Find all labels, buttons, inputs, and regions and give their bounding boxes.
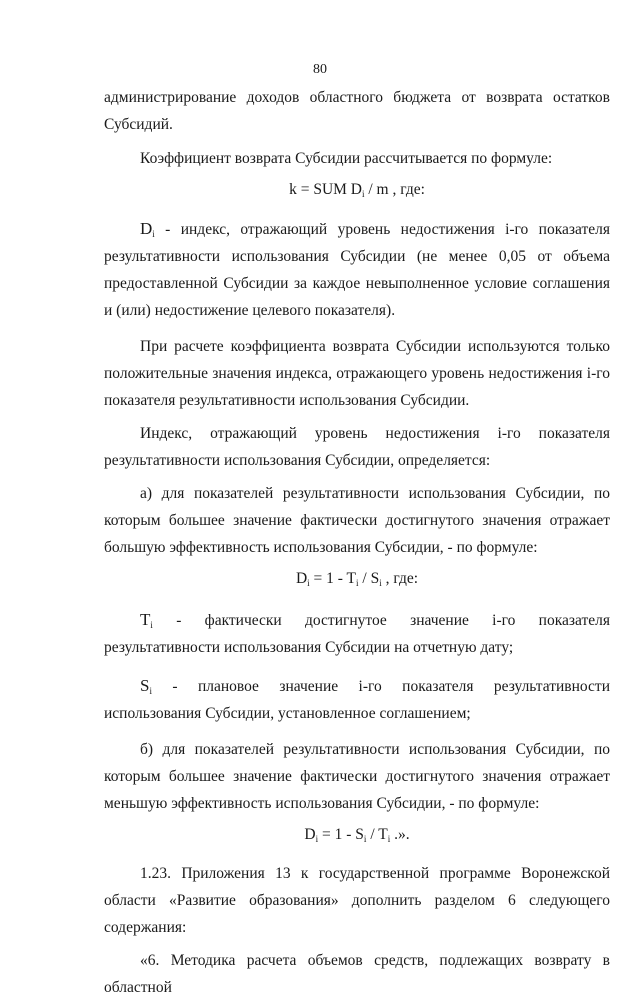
formula-part: / T	[366, 826, 388, 843]
paragraph-index-determined: Индекс, отражающий уровень недостижения i-го показателя результативности использования Субсидии, определяется:	[104, 425, 610, 469]
formula-subscript: i	[363, 834, 367, 844]
formula-subscript: i	[361, 189, 365, 199]
formula-part: , где:	[381, 570, 419, 587]
document-body	[104, 84, 610, 1001]
paragraph-amendment-1-23: 1.23. Приложения 13 к государственной программе Воронежской области «Развитие образования» дополнить разделом 6 следующего содержания:	[104, 865, 610, 936]
paragraph-ti-definition	[104, 606, 610, 661]
formula-case-a	[104, 565, 610, 592]
paragraph-case-a: а) для показателей результативности использования Субсидии, по которым большее значение фактически достигнутого значения отражает большую эффективность использования Субсидии, - по формуле:	[104, 485, 610, 556]
definition-text: - индекс, отражающий уровень недостижения i-го показателя результативности использования Субсидии (не менее 0,05 от объема предоставленной Субсидии за каждое невыполненное условие соглашения и (или) недостижение целевого показателя).	[104, 221, 610, 319]
formula-part: = 1 - S	[318, 826, 364, 843]
formula-subscript: i	[379, 578, 382, 588]
formula-subscript: i	[356, 578, 359, 588]
paragraph-positive-values: При расчете коэффициента возврата Субсидии используются только положительные значения индекса, отражающего уровень недостижения i-го показателя результативности использования Субсидии.	[104, 338, 610, 409]
symbol-t: T	[140, 610, 151, 629]
formula-part: / S	[358, 570, 380, 587]
paragraph-case-b: б) для показателей результативности использования Субсидии, по которым большее значение фактически достигнутого значения отражает меньшую эффективность использования Субсидии, - по формуле:	[104, 741, 610, 812]
formula-part: / m , где:	[364, 181, 425, 198]
definition-text: - плановое значение i-го показателя результативности использования Субсидии, установленное соглашением;	[104, 678, 610, 722]
paragraph-section-6-heading: «6. Методика расчета объемов средств, подлежащих возврату в областной	[104, 952, 610, 996]
paragraph-admin-revenue: администрирование доходов областного бюджета от возврата остатков Субсидий.	[104, 89, 610, 133]
page-number: 80	[313, 62, 327, 77]
symbol-subscript: i	[152, 229, 155, 239]
paragraph-return-coefficient: Коэффициент возврата Субсидии рассчитывается по формуле:	[140, 150, 553, 167]
definition-text: - фактически достигнутое значение i-го показателя результативности использования Субсидии на отчетную дату;	[104, 612, 610, 656]
symbol-subscript: i	[150, 620, 153, 630]
symbol-subscript: i	[149, 686, 152, 696]
formula-part: k = SUM D	[289, 181, 362, 198]
formula-part: = 1 - T	[309, 570, 357, 587]
formula-part: D	[304, 826, 316, 843]
symbol-d: D	[140, 219, 153, 238]
formula-case-b	[104, 821, 610, 848]
formula-subscript: i	[387, 834, 391, 844]
formula-part: D	[295, 570, 308, 587]
formula-part: .».	[390, 826, 410, 843]
formula-subscript: i	[307, 578, 310, 588]
paragraph-si-definition	[104, 672, 610, 727]
formula-return-coefficient	[104, 176, 610, 203]
formula-subscript: i	[315, 834, 319, 844]
paragraph-di-definition	[104, 215, 610, 324]
symbol-s: S	[140, 676, 150, 695]
